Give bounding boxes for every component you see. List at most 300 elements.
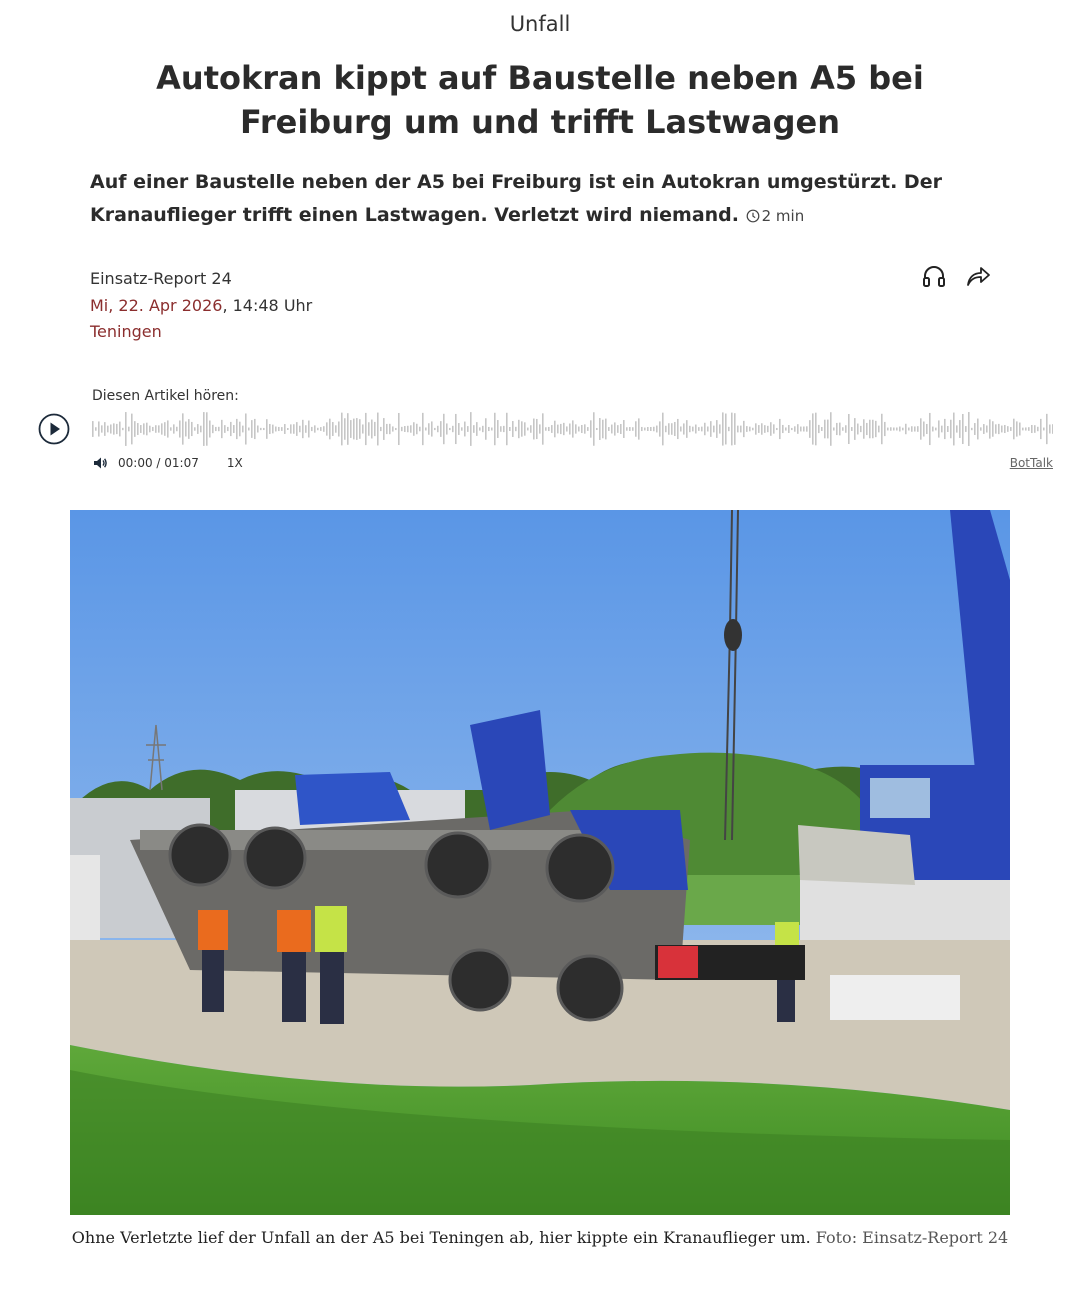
- waveform-bar: [155, 425, 157, 433]
- waveform-bar: [557, 425, 559, 434]
- article-headline: Autokran kippt auf Baustelle neben A5 bei Freiburg um und trifft Lastwagen: [156, 59, 924, 141]
- waveform-bar: [254, 419, 256, 439]
- waveform-bar: [293, 424, 295, 434]
- waveform-bar: [899, 427, 901, 432]
- waveform-bar: [458, 423, 460, 435]
- waveform-bar: [722, 412, 724, 445]
- waveform-bar: [347, 413, 349, 445]
- waveform-bar: [758, 425, 760, 433]
- waveform-bar: [653, 427, 655, 431]
- waveform-bar: [866, 423, 868, 435]
- waveform-bar: [206, 412, 208, 445]
- waveform-bar: [203, 412, 205, 446]
- waveform-bar: [695, 425, 697, 434]
- waveform-bar: [671, 423, 673, 435]
- waveform-bar: [590, 420, 592, 437]
- waveform-bar: [779, 419, 781, 439]
- waveform-bar: [410, 425, 412, 432]
- waveform-bar: [137, 423, 139, 435]
- waveform-bar: [686, 420, 688, 438]
- waveform-bar: [1034, 425, 1036, 433]
- volume-icon[interactable]: [92, 455, 108, 471]
- waveform-bar: [617, 425, 619, 433]
- waveform-bar: [521, 421, 523, 436]
- waveform-bar: [566, 426, 568, 431]
- waveform-bar: [515, 427, 517, 431]
- waveform-bar: [497, 420, 499, 438]
- waveform-bar: [896, 427, 898, 430]
- waveform-bar: [881, 414, 883, 444]
- waveform-bar: [569, 423, 571, 434]
- waveform-bar: [644, 428, 646, 431]
- waveform-bar: [545, 427, 547, 430]
- waveform-bar: [1025, 427, 1027, 430]
- waveform-bar: [344, 418, 346, 440]
- waveform-bar: [449, 428, 451, 430]
- waveform-bar: [755, 423, 757, 434]
- waveform-bar: [953, 413, 955, 446]
- waveform-bar: [932, 427, 934, 432]
- waveform-bar: [305, 425, 307, 433]
- waveform-bar: [452, 426, 454, 432]
- waveform-bar: [1001, 426, 1003, 433]
- waveform-bar: [194, 427, 196, 430]
- waveform-bar: [428, 423, 430, 435]
- share-icon[interactable]: [964, 262, 992, 290]
- waveform-bar: [869, 420, 871, 439]
- waveform-bar: [554, 421, 556, 438]
- waveform-bar: [890, 427, 892, 431]
- waveform-bar: [656, 426, 658, 433]
- waveform-bar: [377, 413, 379, 446]
- waveform-bar: [587, 427, 589, 431]
- waveform-bar: [221, 420, 223, 438]
- waveform-bar: [830, 412, 832, 446]
- waveform-bar: [290, 424, 292, 433]
- waveform-bar: [677, 419, 679, 439]
- waveform-bar: [338, 422, 340, 437]
- waveform-bar: [698, 427, 700, 431]
- waveform-bar: [725, 414, 727, 445]
- waveform-bar: [548, 427, 550, 431]
- waveform-bar: [317, 428, 319, 430]
- waveform-bar: [974, 423, 976, 435]
- audio-controls: [92, 455, 243, 471]
- waveform-bar: [533, 419, 535, 440]
- waveform-bar: [659, 421, 661, 436]
- waveform-bar: [401, 427, 403, 431]
- waveform-bar: [965, 426, 967, 432]
- waveform-bar: [224, 425, 226, 433]
- waveform-bar: [389, 424, 391, 434]
- waveform-bar: [371, 420, 373, 439]
- waveform-bar: [104, 422, 106, 436]
- waveform-bar: [926, 424, 928, 434]
- waveform-bar: [1049, 425, 1051, 434]
- reading-time-label: 2 min: [761, 207, 805, 225]
- waveform-bar: [1046, 414, 1048, 444]
- waveform-bar: [944, 419, 946, 439]
- waveform-bar: [581, 425, 583, 433]
- waveform-bar: [266, 419, 268, 439]
- waveform-bar: [680, 427, 682, 432]
- waveform-bar: [260, 428, 262, 430]
- waveform-bar: [914, 426, 916, 431]
- waveform-bar: [92, 421, 94, 437]
- waveform-bar: [245, 413, 247, 444]
- waveform-bar: [302, 420, 304, 438]
- waveform-bar: [818, 425, 820, 433]
- waveform-bar: [716, 420, 718, 438]
- waveform-bar: [815, 413, 817, 446]
- waveform-bar: [236, 419, 238, 439]
- waveform-bar: [143, 423, 145, 434]
- waveform-bar: [626, 427, 628, 430]
- waveform-bar: [461, 427, 463, 430]
- waveform-bar: [383, 418, 385, 440]
- waveform-bar: [284, 424, 286, 434]
- waveform-bar: [536, 419, 538, 439]
- publish-time: 14:48 Uhr: [232, 295, 313, 315]
- image-caption: [0, 1228, 1080, 1247]
- waveform-bar: [131, 414, 133, 445]
- waveform-bar: [527, 428, 529, 431]
- photo-credit: Foto: Einsatz-Report 24: [815, 1228, 1009, 1247]
- waveform-bar: [1019, 423, 1021, 436]
- waveform-bar: [938, 420, 940, 437]
- waveform-bar: [620, 424, 622, 434]
- waveform-bar: [350, 420, 352, 438]
- waveform-bar: [812, 413, 814, 444]
- waveform-bar: [482, 426, 484, 432]
- waveform-bar: [668, 423, 670, 435]
- waveform-bar: [791, 428, 793, 430]
- waveform-bar: [662, 413, 664, 446]
- waveform-bar: [1016, 421, 1018, 436]
- waveform-bar: [200, 426, 202, 433]
- waveform-bar: [743, 421, 745, 437]
- waveform-bar: [95, 427, 97, 430]
- waveform-bar: [632, 427, 634, 431]
- waveform-bar: [911, 426, 913, 432]
- waveform-bar: [593, 412, 595, 445]
- waveform-bar: [182, 413, 184, 444]
- waveform-bar: [395, 428, 397, 430]
- waveform-bar: [803, 427, 805, 432]
- waveform-bar: [836, 423, 838, 435]
- waveform-bar: [776, 428, 778, 430]
- waveform-bar: [431, 421, 433, 436]
- waveform-bar: [827, 420, 829, 439]
- waveform-bar: [476, 422, 478, 436]
- reading-time: [746, 207, 805, 225]
- audio-waveform[interactable]: [92, 411, 1053, 447]
- waveform-bar: [641, 427, 643, 431]
- waveform-bar: [611, 425, 613, 434]
- waveform-bar: [128, 427, 130, 432]
- waveform-bar: [263, 428, 265, 430]
- waveform-bar: [665, 426, 667, 432]
- waveform-bar: [746, 426, 748, 432]
- waveform-bar: [464, 422, 466, 437]
- waveform-bar: [980, 427, 982, 430]
- waveform-bar: [368, 422, 370, 435]
- waveform-bar: [839, 423, 841, 436]
- author[interactable]: Einsatz-Report 24: [90, 269, 232, 288]
- waveform-bar: [737, 426, 739, 433]
- waveform-bar: [248, 428, 250, 431]
- waveform-bar: [635, 421, 637, 436]
- audio-time: 00:00 / 01:07: [118, 456, 199, 470]
- waveform-bar: [239, 422, 241, 437]
- waveform-bar: [230, 422, 232, 436]
- waveform-bar: [209, 421, 211, 438]
- waveform-bar: [854, 418, 856, 440]
- waveform-bar: [404, 426, 406, 432]
- waveform-bar: [683, 423, 685, 434]
- waveform-bar: [365, 413, 367, 445]
- waveform-bar: [875, 421, 877, 437]
- waveform-bar: [356, 418, 358, 440]
- waveform-bar: [374, 422, 376, 436]
- audio-player-label: Diesen Artikel hören:: [92, 388, 239, 404]
- waveform-bar: [704, 423, 706, 435]
- waveform-bar: [605, 419, 607, 440]
- waveform-bar: [740, 426, 742, 433]
- waveform-bar: [110, 424, 112, 433]
- waveform-bar: [98, 421, 100, 436]
- waveform-bar: [971, 428, 973, 430]
- waveform-bar: [242, 426, 244, 433]
- location-link[interactable]: Teningen: [90, 322, 162, 341]
- waveform-bar: [707, 427, 709, 432]
- waveform-bar: [596, 428, 598, 430]
- waveform-bar: [608, 427, 610, 431]
- waveform-bar: [539, 424, 541, 433]
- waveform-bar: [122, 428, 124, 430]
- playback-speed-button[interactable]: 1X: [226, 456, 243, 470]
- waveform-bar: [935, 428, 937, 431]
- waveform-bar: [824, 420, 826, 439]
- teaser-text: Auf einer Baustelle neben der A5 bei Freiburg ist ein Autokran umgestürzt. Der Kranauflieger trifft einen Lastwagen. Verletzt wird niemand.: [90, 171, 942, 226]
- waveform-bar: [1007, 426, 1009, 432]
- waveform-bar: [575, 424, 577, 433]
- waveform-bar: [470, 412, 472, 446]
- waveform-bar: [329, 419, 331, 440]
- waveform-bar: [713, 426, 715, 433]
- waveform-bar: [893, 428, 895, 431]
- waveform-bar: [674, 422, 676, 436]
- waveform-bar: [425, 428, 427, 431]
- waveform-bar: [995, 424, 997, 433]
- waveform-bar: [833, 427, 835, 430]
- waveform-bar: [959, 420, 961, 438]
- waveform-bar: [299, 426, 301, 433]
- headphones-icon[interactable]: [920, 262, 948, 290]
- waveform-bar: [488, 427, 490, 431]
- play-icon[interactable]: [38, 413, 70, 445]
- waveform-bar: [116, 424, 118, 434]
- waveform-bar: [446, 423, 448, 434]
- waveform-bar: [362, 424, 364, 433]
- waveform-bar: [479, 427, 481, 430]
- waveform-bar: [983, 424, 985, 434]
- waveform-bar: [1028, 427, 1030, 431]
- waveform-bar: [614, 422, 616, 435]
- waveform-bar: [863, 419, 865, 438]
- waveform-bar: [140, 425, 142, 433]
- waveform-bar: [311, 427, 313, 431]
- date-separator: ,: [222, 295, 228, 315]
- article-teaser: [90, 166, 990, 233]
- waveform-bar: [584, 424, 586, 433]
- waveform-bar: [1022, 428, 1024, 431]
- waveform-bar: [287, 428, 289, 430]
- waveform-bar: [296, 422, 298, 436]
- waveform-bar: [1010, 427, 1012, 431]
- article-kicker: Unfall: [509, 12, 571, 36]
- waveform-bar: [941, 426, 943, 433]
- waveform-bar: [314, 425, 316, 432]
- waveform-bar: [272, 425, 274, 434]
- waveform-bar: [905, 424, 907, 434]
- waveform-bar: [281, 427, 283, 431]
- waveform-bar: [845, 425, 847, 433]
- waveform-bar: [1013, 419, 1015, 440]
- waveform-bar: [872, 420, 874, 438]
- waveform-bar: [563, 423, 565, 435]
- waveform-bar: [602, 420, 604, 439]
- waveform-bar: [398, 413, 400, 445]
- waveform-bar: [701, 427, 703, 432]
- waveform-bar: [794, 426, 796, 431]
- waveform-bar: [218, 427, 220, 431]
- waveform-bar: [977, 419, 979, 440]
- waveform-bar: [485, 418, 487, 440]
- waveform-bar: [572, 420, 574, 437]
- waveform-bar: [113, 423, 115, 434]
- waveform-bar: [518, 420, 520, 438]
- waveform-bar: [419, 427, 421, 432]
- waveform-bar: [992, 421, 994, 436]
- waveform-bar: [119, 422, 121, 437]
- waveform-bar: [821, 427, 823, 431]
- bottalk-link[interactable]: BotTalk: [1009, 456, 1053, 470]
- waveform-bar: [380, 427, 382, 431]
- waveform-bar: [341, 413, 343, 446]
- waveform-bar: [158, 425, 160, 432]
- waveform-bar: [848, 414, 850, 444]
- waveform-bar: [560, 424, 562, 434]
- publish-date: [90, 293, 312, 320]
- waveform-bar: [494, 413, 496, 445]
- waveform-bar: [227, 427, 229, 431]
- waveform-bar: [962, 414, 964, 444]
- waveform-bar: [749, 427, 751, 432]
- waveform-bar: [491, 428, 493, 431]
- waveform-bar: [551, 425, 553, 433]
- waveform-bar: [455, 414, 457, 444]
- waveform-bar: [920, 418, 922, 439]
- waveform-bar: [731, 413, 733, 446]
- waveform-bar: [212, 425, 214, 433]
- waveform-bar: [326, 422, 328, 435]
- waveform-bar: [257, 426, 259, 433]
- waveform-bar: [650, 427, 652, 431]
- waveform-bar: [359, 419, 361, 439]
- article-photo: [70, 510, 1010, 1215]
- waveform-bar: [386, 424, 388, 434]
- waveform-bar: [767, 426, 769, 432]
- waveform-bar: [782, 425, 784, 433]
- waveform-bar: [719, 424, 721, 433]
- waveform-bar: [770, 422, 772, 436]
- waveform-bar: [125, 412, 127, 446]
- waveform-bar: [860, 426, 862, 432]
- waveform-bar: [191, 422, 193, 436]
- waveform-bar: [308, 421, 310, 438]
- waveform-bar: [107, 426, 109, 433]
- waveform-bar: [710, 421, 712, 437]
- waveform-bar: [788, 425, 790, 433]
- waveform-bar: [278, 427, 280, 431]
- waveform-bar: [323, 426, 325, 432]
- waveform-bar: [185, 422, 187, 437]
- waveform-bar: [917, 426, 919, 432]
- clock-icon: [746, 209, 760, 223]
- waveform-bar: [134, 421, 136, 437]
- waveform-bar: [437, 426, 439, 432]
- waveform-bar: [332, 422, 334, 436]
- waveform-bar: [638, 418, 640, 439]
- date-link[interactable]: Mi, 22. Apr 2026: [90, 295, 223, 315]
- waveform-bar: [179, 420, 181, 437]
- waveform-bar: [857, 424, 859, 435]
- waveform-bar: [335, 425, 337, 432]
- waveform-bar: [692, 427, 694, 432]
- waveform-bar: [578, 427, 580, 432]
- waveform-bar: [506, 413, 508, 445]
- waveform-bar: [524, 422, 526, 435]
- waveform-bar: [188, 419, 190, 439]
- waveform-bar: [764, 425, 766, 433]
- waveform-bar: [623, 420, 625, 438]
- waveform-bar: [173, 424, 175, 433]
- waveform-bar: [1037, 427, 1039, 431]
- waveform-bar: [998, 424, 1000, 434]
- waveform-bar: [878, 426, 880, 433]
- waveform-bar: [164, 422, 166, 436]
- waveform-bar: [689, 426, 691, 432]
- waveform-bar: [320, 427, 322, 431]
- waveform-bar: [734, 413, 736, 445]
- waveform-bar: [413, 422, 415, 436]
- waveform-bar: [884, 422, 886, 436]
- article-actions: [920, 262, 992, 290]
- waveform-bar: [176, 427, 178, 431]
- waveform-bar: [785, 427, 787, 430]
- waveform-bar: [929, 413, 931, 445]
- waveform-bar: [167, 420, 169, 437]
- waveform-bar: [728, 427, 730, 431]
- waveform-bar: [197, 424, 199, 434]
- waveform-bar: [440, 421, 442, 437]
- waveform-bar: [542, 413, 544, 444]
- waveform-bar: [968, 412, 970, 446]
- waveform-bar: [467, 426, 469, 432]
- waveform-bar: [1043, 428, 1045, 431]
- waveform-bar: [503, 426, 505, 432]
